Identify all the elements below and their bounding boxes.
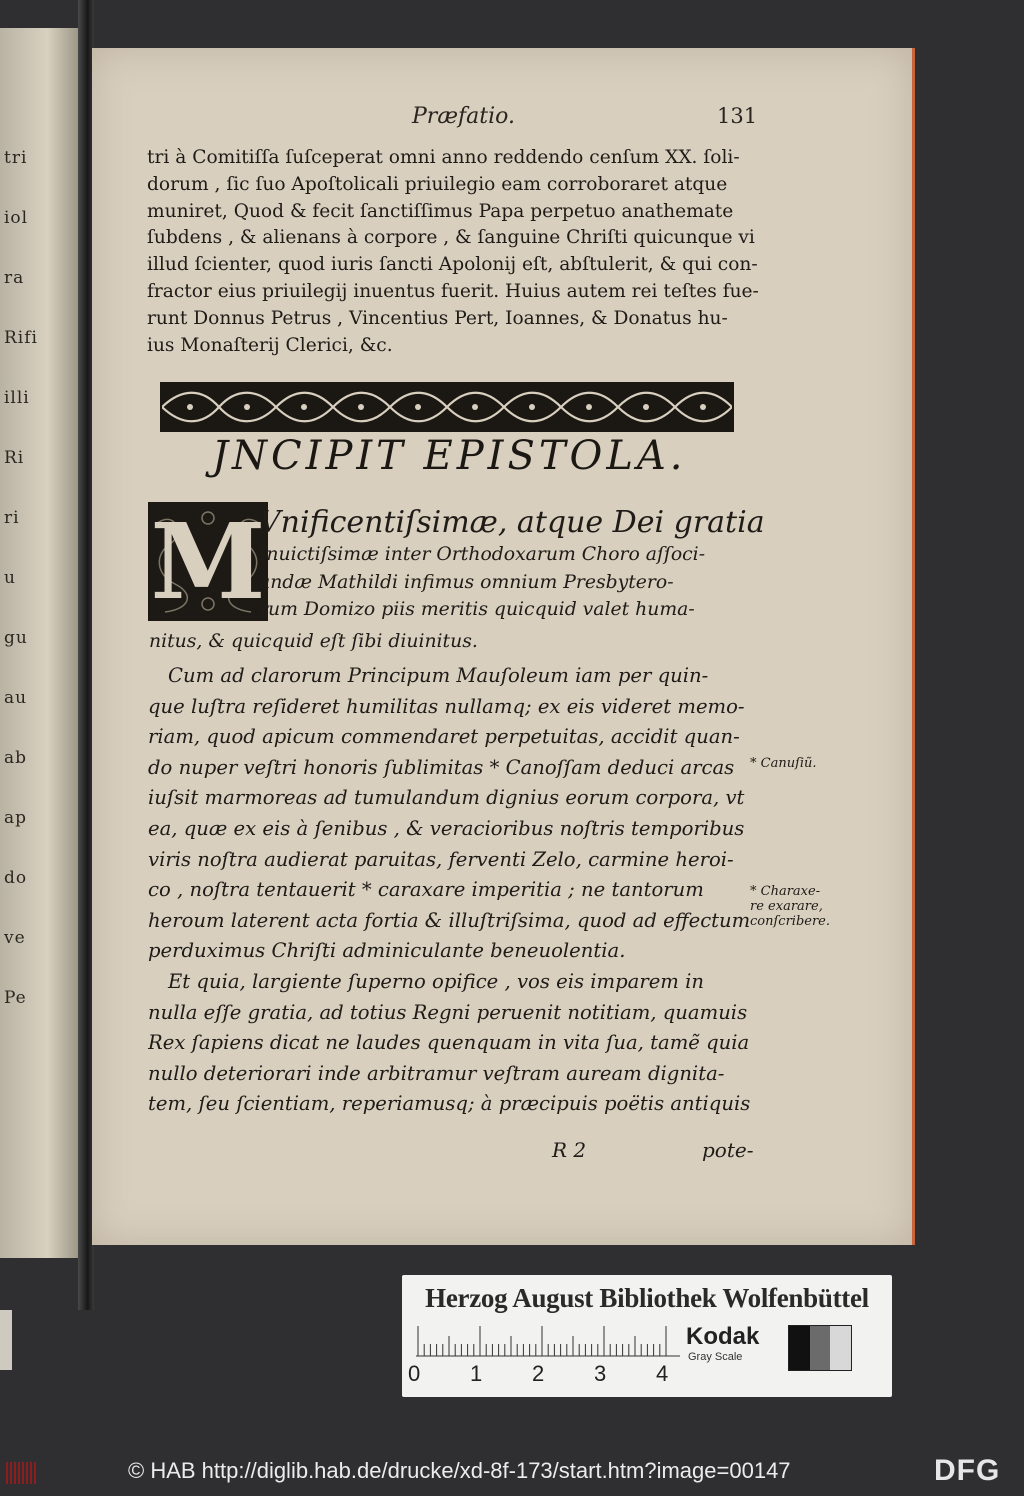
text-line: heroum laterent acta fortia & illuſtriſsima, quod ad effectum bbox=[148, 908, 751, 932]
scale-number: 3 bbox=[594, 1361, 607, 1386]
left-page-fragment: iol bbox=[4, 208, 29, 228]
decorated-initial bbox=[148, 502, 268, 621]
ruler-scale-icon bbox=[416, 1323, 680, 1357]
dfg-logo: DFG bbox=[934, 1454, 1001, 1487]
spine-tag bbox=[0, 1310, 12, 1370]
ornament-scroll-icon bbox=[162, 384, 732, 430]
left-page-fragment: ra bbox=[4, 268, 25, 288]
dedication-line: Inuictiſsimæ inter Orthodoxarum Choro aſſoci- bbox=[259, 544, 706, 565]
text-line: perduximus Chriſti adminiculante beneuolentia. bbox=[148, 939, 626, 963]
text-line: fractor eius priuilegij inuentus fuerit. Huius autem rei teſtes fue- bbox=[147, 280, 759, 302]
left-page-fragment: gu bbox=[4, 628, 28, 648]
left-page-fragment: ab bbox=[4, 748, 28, 768]
text-line: iuſsit marmoreas ad tumulandum dignius eorum corpora, vt bbox=[148, 786, 745, 810]
text-line: ſubdens , & alienans à corpore , & ſanguine Chriſti quicunque vi bbox=[147, 227, 755, 249]
swatch-gray bbox=[810, 1326, 831, 1370]
ornamental-band bbox=[160, 382, 734, 432]
catchword: pote- bbox=[702, 1138, 754, 1162]
gray-scale-caption: Gray Scale bbox=[688, 1351, 743, 1363]
text-line: tem, ſeu ſcientiam, reperiamusq; à præcipuis poëtis antiquis bbox=[148, 1092, 751, 1116]
text-line: Cum ad clarorum Principum Mauſoleum iam per quin- bbox=[168, 664, 709, 687]
text-line: Rex ſapiens dicat ne laudes quenquam in vita ſua, tamẽ quia bbox=[148, 1031, 750, 1055]
text-line: co , noſtra tentauerit * caraxare imperitia ; ne tantorum bbox=[148, 878, 704, 902]
text-line: viris noſtra audierat paruitas, ferventi Zelo, carmine heroi- bbox=[148, 847, 734, 871]
text-line: que luſtra reſideret humilitas nullamq; ex eis videret memo- bbox=[148, 694, 745, 718]
margin-note-charaxare bbox=[750, 884, 830, 929]
footer-bar bbox=[0, 1448, 1024, 1496]
text-line: runt Donnus Petrus , Vincentius Pert, Ioannes, & Donatus hu- bbox=[147, 307, 728, 329]
kodak-brand: Kodak bbox=[686, 1323, 760, 1350]
scale-number: 1 bbox=[470, 1361, 483, 1386]
left-page-fragment: Rifi bbox=[4, 328, 38, 348]
dedication-line: andæ Mathildi infimus omnium Presbytero- bbox=[259, 571, 674, 593]
library-label bbox=[402, 1275, 892, 1397]
left-page-fragment: illi bbox=[4, 388, 30, 408]
signature-mark: R 2 bbox=[552, 1138, 587, 1162]
text-line: Et quia, largiente ſuperno opifice , vos eis imparem in bbox=[168, 969, 704, 993]
barcode-icon bbox=[6, 1462, 38, 1484]
scale-number: 2 bbox=[532, 1361, 545, 1386]
left-page-fragment: ri bbox=[4, 508, 20, 528]
left-page-fragment: do bbox=[4, 868, 28, 888]
left-page-edge bbox=[0, 28, 86, 1258]
text-line: dorum , ſic ſuo Apoſtolicali priuilegio eam corroboraret atque bbox=[147, 173, 728, 195]
left-page-fragment: ap bbox=[4, 808, 28, 828]
running-head: Præfatio. bbox=[412, 104, 515, 129]
library-name: Herzog August Bibliothek Wolfenbüttel bbox=[425, 1283, 869, 1313]
section-heading: JNCIPIT EPISTOLA. bbox=[212, 433, 687, 479]
left-page-fragment: ve bbox=[4, 928, 26, 948]
dedication-last-line: nitus, & quicquid eſt ſibi diuinitus. bbox=[149, 631, 478, 652]
dedication-line: rum Domizo piis meritis quicquid valet huma- bbox=[259, 599, 695, 620]
scale-number: 0 bbox=[408, 1361, 421, 1386]
gray-swatches bbox=[788, 1325, 852, 1371]
text-line: nulla eſſe gratia, ad totius Regni peruenit notitiam, quamuis bbox=[148, 1000, 748, 1024]
left-page-fragment: u bbox=[4, 568, 16, 588]
swatch-light bbox=[830, 1326, 851, 1370]
text-line: nullo deteriorari inde arbitramur veſtram auream dignita- bbox=[148, 1061, 725, 1085]
preface-text bbox=[147, 145, 767, 359]
dedication bbox=[259, 505, 769, 624]
scale-number: 4 bbox=[656, 1361, 669, 1386]
text-line: do nuper veſtri honoris ſublimitas * Canoſſam deduci arcas bbox=[148, 755, 735, 779]
book-page bbox=[92, 48, 915, 1245]
initial-letter: M bbox=[150, 500, 266, 623]
text-line: ius Monaſterij Clerici, &c. bbox=[147, 334, 393, 356]
left-page-fragment: au bbox=[4, 688, 28, 708]
text-line: ea, quæ ex eis à ſenibus , & veracioribus noſtris temporibus bbox=[148, 816, 745, 840]
epistle-text bbox=[148, 661, 788, 1120]
text-line: riam, quod apicum commendaret perpetuitas, accidit quan- bbox=[148, 725, 740, 749]
left-page-fragment: Pe bbox=[4, 988, 27, 1008]
margin-note-line: re exarare, bbox=[750, 899, 823, 914]
text-line: tri à Comitiſſa ſuſceperat omni anno reddendo cenſum XX. ſoli- bbox=[147, 147, 740, 168]
swatch-black bbox=[789, 1326, 810, 1370]
left-page-fragment: Ri bbox=[4, 448, 25, 468]
page-number: 131 bbox=[717, 104, 758, 128]
margin-note-line: * Charaxe- bbox=[750, 884, 821, 899]
dedication-first-line: Vnificentiſsimæ, atque Dei gratia bbox=[259, 505, 765, 540]
margin-note-line: conſcribere. bbox=[750, 914, 830, 929]
text-line: illud ſcienter, quod iuris ſancti Apolonij eſt, abſtulerit, & qui con- bbox=[147, 254, 758, 276]
text-line: muniret, Quod & fecit ſanctiſſimus Papa perpetuo anathemate bbox=[147, 200, 734, 222]
margin-note-canusium: * Canuſiũ. bbox=[750, 756, 817, 771]
left-page-fragment: tri bbox=[4, 148, 28, 168]
source-url[interactable]: © HAB http://diglib.hab.de/drucke/xd-8f-173/start.htm?image=00147 bbox=[128, 1458, 791, 1483]
